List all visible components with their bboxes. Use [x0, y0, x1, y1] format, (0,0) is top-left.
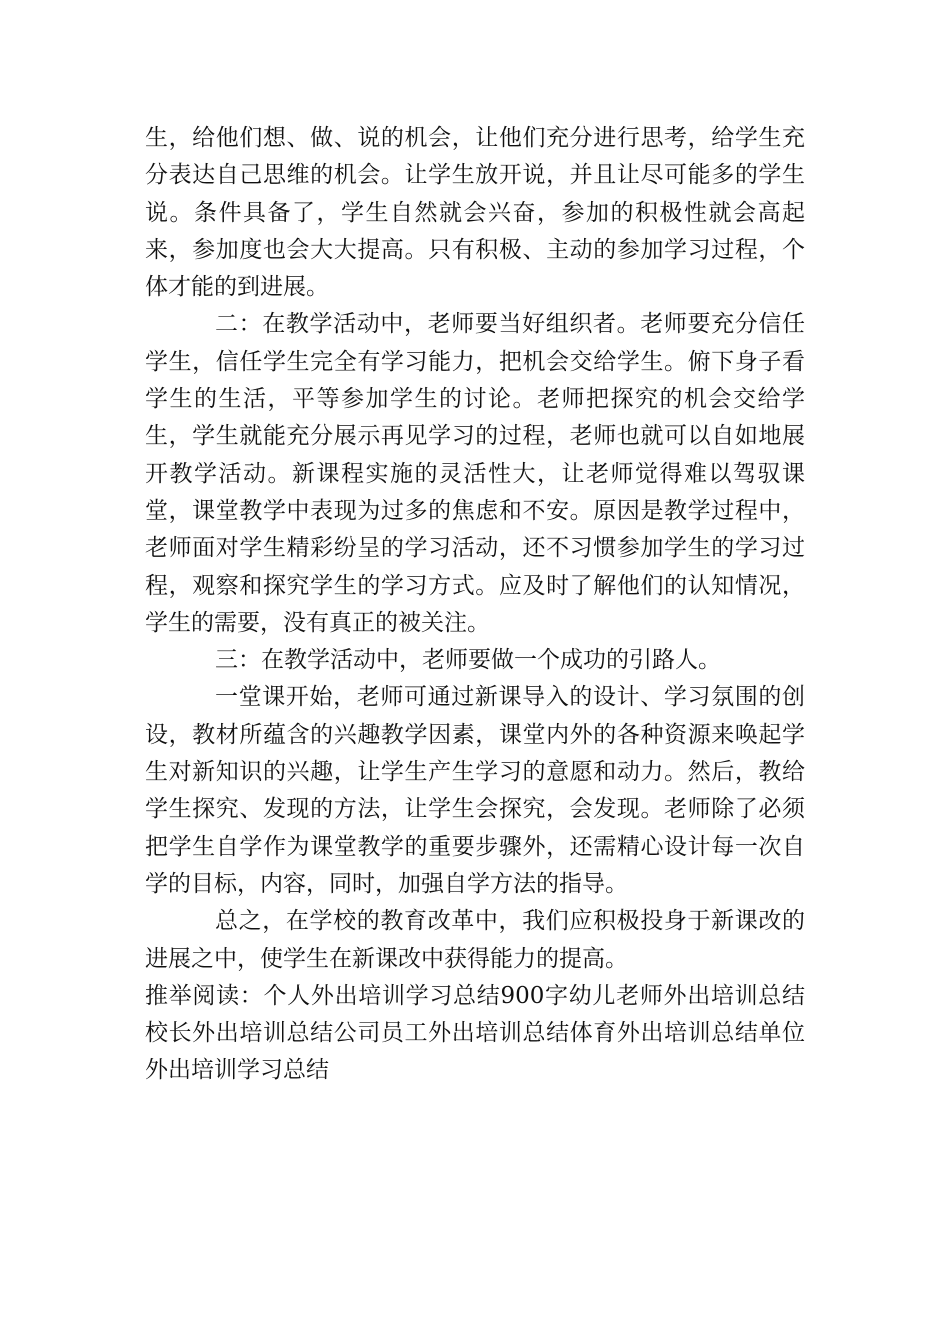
paragraph-continuation: 生，给他们想、做、说的机会，让他们充分进行思考，给学生充分表达自己思维的机会。让学生放开说，并且让尽可能多的学生说。条件具备了，学生自然就会兴奋，参加的积极性就会高起来，参加度也会大大提高。只有积极、主动的参加学习过程，个体才能的到进展。 [145, 125, 805, 301]
document-body [145, 120, 805, 1090]
recommended-reading: 推举阅读：个人外出培训学习总结900字幼儿老师外出培训总结校长外出培训总结公司员工外出培训总结体育外出培训总结单位外出培训学习总结 [145, 982, 805, 1084]
paragraph-conclusion: 总之，在学校的教育改革中，我们应积极投身于新课改的进展之中，使学生在新课改中获得能力的提高。 [145, 908, 805, 972]
paragraph-point-three: 三：在教学活动中，老师要做一个成功的引路人。 [215, 647, 721, 674]
paragraph-lesson-start: 一堂课开始，老师可通过新课导入的设计、学习氛围的创设，教材所蕴含的兴趣教学因素，课堂内外的各种资源来唤起学生对新知识的兴趣，让学生产生学习的意愿和动力。然后，教给学生探究、发现的方法，让学生会探究，会发现。老师除了必须把学生自学作为课堂教学的重要步骤外，还需精心设计每一次自学的目标，内容，同时，加强自学方法的指导。 [145, 684, 805, 897]
paragraph-point-two: 二：在教学活动中，老师要当好组织者。老师要充分信任学生，信任学生完全有学习能力，把机会交给学生。俯下身子看学生的生活，平等参加学生的讨论。老师把探究的机会交给学生，学生就能充分展示再见学习的过程，老师也就可以自如地展开教学活动。新课程实施的灵活性大，让老师觉得难以驾驭课堂，课堂教学中表现为过多的焦虑和不安。原因是教学过程中，老师面对学生精彩纷呈的学习活动，还不习惯参加学生的学习过程，观察和探究学生的学习方式。应及时了解他们的认知情况，学生的需要，没有真正的被关注。 [145, 311, 805, 636]
